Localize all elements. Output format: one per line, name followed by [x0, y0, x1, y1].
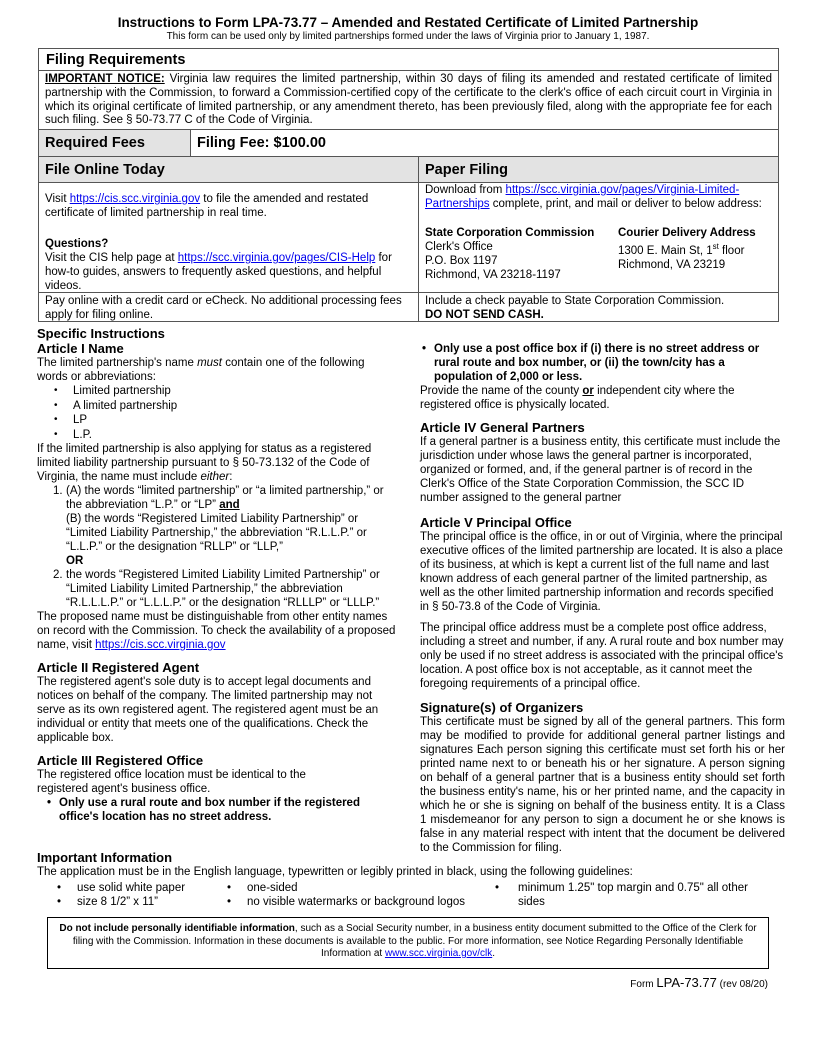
signatures-heading: Signature(s) of Organizers: [420, 700, 584, 715]
county-text: [420, 384, 785, 412]
article-5-text-2: The principal office address must be a complete post office address, including a street and number, if any. A rural route and box number may only be used if no street address is associated with the principal office's location. A post office box is not acceptable, as it cannot meet the foregoing requirements of a principal office.: [420, 622, 784, 690]
courier-address-heading: Courier Delivery Address: [618, 227, 756, 239]
footer-revision: (rev 08/20): [716, 979, 768, 990]
option-1a: (A) the words “limited partnership” or “a limited partnership,” or the abbreviation “L.P.” or “LP”: [66, 485, 384, 511]
pii-notice-box: [47, 917, 769, 969]
courier-address: [618, 226, 756, 282]
questions-label: Questions?: [45, 238, 109, 250]
paper-form-link[interactable]: https://scc.virginia.gov/pages/Virginia-Limited-Partnerships: [425, 184, 740, 210]
check-payable-text: Include a check payable to State Corporation Commission.: [425, 295, 725, 307]
or-separator: OR: [66, 555, 84, 567]
article-5-heading: Article V Principal Office: [420, 515, 572, 530]
cis-link[interactable]: https://cis.scc.virginia.gov: [69, 193, 201, 205]
signatures-text: This certificate must be signed by all of the general partners. This form may be modified to provide for additional general partner listings and signatures Each person signing this certificate must set forth his or her printed name next to or beneath his or her signature. A person signing on behalf of a general partner that is a business entity should set forth the business entity's name, his or her printed name, and the capacity in which he or she is signing on behalf of the business entity. It is a Class 1 misdemeanor for any person to sign a document he or she knows is false in any material respect with intent that the document be delivered to the Commission for filing.: [420, 716, 785, 854]
list-item: • A limited partnership: [37, 399, 397, 414]
form-footer: [560, 975, 768, 990]
guideline-text: minimum 1.25" top margin and 0.75" all other sides: [518, 882, 748, 908]
option-2: [37, 568, 397, 610]
article-5-text-1: The principal office is the office, in or out of Virginia, where the principal executive offices of the limited partnership are located. It is also a place of its business, at which is kept a current list of the full name and last known address of each general partner of the limited partnership, as well as the other limited partnership information and records specified in § 50-73.8 of the Code of Virginia.: [420, 531, 783, 613]
file-online-heading: File Online Today: [38, 156, 419, 183]
pii-notice-bold: Do not include personally identifiable information: [59, 923, 295, 934]
footer-form-label: Form: [630, 979, 657, 990]
filing-fee-value: Filing Fee: $100.00: [190, 129, 779, 157]
article-4-heading: Article IV General Partners: [420, 420, 585, 435]
mailing-address-line: P.O. Box 1197: [425, 255, 498, 267]
article-1-heading: Article I Name: [37, 341, 124, 356]
help-suffix: for how-to guides, answers to frequently asked questions, and helpful videos.: [45, 252, 392, 292]
paper-filing-heading: Paper Filing: [418, 156, 779, 183]
guideline-item: • use solid white paper: [57, 882, 186, 894]
option-1b: (B) the words “Registered Limited Liability Partnership” or “Limited Liability Partnership,” the abbreviation “R.L.L.P.” or “L.L.P.” or the designation “RLLP” or “LLP,”: [66, 513, 367, 553]
llp-a: If the limited partnership is also applying for status as a registered limited liability partnership pursuant to § 50-73.132 of the Code of Virginia, the name must include: [37, 443, 372, 483]
guideline-text: size 8 1/2” x 11”: [77, 896, 158, 908]
important-notice-text: Virginia law requires the limited partnership, within 30 days of filing its amended and restated certificate of limited partnership with the Commission, to forward a Commission-certified copy of the certificate to the clerk's office of each circuit court in Virginia in which its original certificate of limited partnership, or any amendment thereto, has been previously filed, along with the appropriate fee for each such filing. See § 50-73.77 C of the Code of Virginia.: [45, 73, 772, 127]
filing-requirements-heading: Filing Requirements: [39, 49, 778, 71]
list-item: • Limited partnership: [37, 384, 397, 399]
download-text: [425, 183, 772, 211]
list-item: • LP: [37, 413, 397, 428]
list-item: • L.P.: [37, 428, 397, 443]
specific-instructions-heading: Specific Instructions: [37, 326, 165, 341]
pii-notice-text: , such as a Social Security number, in a business entity document submitted to the Office of the Clerk for filing with the Commission. Information in these documents is available to the public. For more information, see Notice Regarding Personally Identifiable Information at: [72, 923, 757, 959]
llp-text: [37, 442, 397, 484]
guideline-text: use solid white paper: [77, 882, 186, 894]
courier-address-line: Richmond, VA 23219: [618, 258, 726, 271]
important-information: [37, 850, 782, 911]
article-3-heading: Article III Registered Office: [37, 753, 204, 768]
right-column: [420, 342, 785, 855]
article-3-text: The registered office location must be identical to the registered agent's business office.: [37, 769, 306, 795]
courier-street-sup: st: [712, 242, 719, 251]
article-3-bullets-cont: [420, 342, 785, 384]
required-fees-label: Required Fees: [38, 129, 191, 157]
mailing-address-heading: State Corporation Commission: [425, 227, 595, 239]
left-column: [37, 326, 397, 824]
article-3-bullets: [37, 796, 397, 824]
county-or: or: [582, 385, 594, 397]
llp-em: either: [200, 471, 230, 483]
visit-prefix: Visit: [45, 193, 70, 205]
courier-floor: floor: [718, 244, 745, 257]
article-2-text: The registered agent's sole duty is to accept legal documents and notices on behalf of the company. The limited partnership may not serve as its own registered agent. The registered agent must be an individual or entity that meets one of the qualifications. Check the applicable box.: [37, 676, 379, 744]
file-online-content: [38, 182, 419, 293]
llp-b: :: [229, 471, 233, 483]
art1-intro-b: contain one of the following words or abbreviations:: [37, 357, 365, 383]
important-information-heading: Important Information: [37, 850, 173, 865]
guideline-item: • size 8 1/2” x 11”: [57, 896, 158, 908]
visit-cis-text: [45, 192, 412, 220]
pii-notice-end: .: [492, 948, 495, 959]
option-2-number: 2.: [53, 569, 63, 581]
important-information-text: The application must be in the English language, typewritten or legibly printed in black, using the following guidelines:: [37, 866, 633, 878]
page-subtitle: This form can be used only by limited partnerships formed under the laws of Virginia prior to January 1, 1987.: [166, 31, 650, 42]
article-4-text: If a general partner is a business entity, this certificate must include the jurisdiction under whose laws the general partner is incorporated, organized or formed, and, if the general partner is of record in the Clerk's Office of the State Corporation Commission, the SCC ID number assigned to the general partner: [420, 436, 781, 504]
download-prefix: Download from: [425, 184, 506, 196]
county-b: independent city where the registered office is physically located.: [420, 385, 735, 411]
option-1-number: 1.: [53, 485, 63, 497]
visit-suffix: to file the amended and restated certificate of limited partnership in real time.: [45, 193, 369, 219]
article-2-heading: Article II Registered Agent: [37, 660, 200, 675]
article-1-intro: [37, 356, 397, 384]
important-notice: [39, 71, 778, 131]
download-suffix: complete, print, and mail or deliver to below address:: [489, 198, 762, 210]
courier-address-line: [618, 240, 756, 258]
dist-a: The proposed name must be distinguishable from other entity names on record with the Commission. To check the availability of a proposed name, visit: [37, 611, 396, 651]
mailing-address: [425, 226, 618, 282]
important-notice-label: IMPORTANT NOTICE:: [45, 73, 165, 85]
art1-intro-em: must: [197, 357, 222, 369]
name-word-list: [37, 384, 397, 442]
filing-requirements-box: [38, 48, 779, 130]
guideline-text: no visible watermarks or background logos: [247, 896, 465, 908]
guideline-item: • minimum 1.25" top margin and 0.75" all other sides: [495, 881, 765, 909]
footer-form-number: LPA-73.77: [656, 975, 717, 990]
clk-link[interactable]: www.scc.virginia.gov/clk: [384, 948, 493, 959]
art1-intro-a: The limited partnership's name: [37, 357, 198, 369]
name-availability-text: [37, 610, 397, 652]
cis-help-link[interactable]: https://scc.virginia.gov/pages/CIS-Help: [177, 252, 376, 264]
guideline-item: • no visible watermarks or background logos: [227, 896, 465, 908]
online-payment-note: Pay online with a credit card or eCheck. No additional processing fees apply for filing online.: [38, 292, 419, 322]
paper-filing-content: [418, 182, 779, 293]
option-1a-and: and: [219, 499, 240, 511]
option-2-text: the words “Registered Limited Liability Limited Partnership” or “Limited Liability Limited Partnership,” the abbreviation “R.L.L.L.P.” or “L.L.L.P.” or the designation “RLLLP” or “LLLP.”: [66, 569, 380, 609]
page-title: Instructions to Form LPA-73.77 – Amended and Restated Certificate of Limited Partnership: [117, 15, 699, 30]
help-text: [45, 251, 412, 293]
guideline-item: • one-sided: [227, 882, 298, 894]
no-cash-warning: DO NOT SEND CASH.: [425, 309, 544, 321]
option-1: [37, 484, 397, 568]
list-item: • Only use a rural route and box number if the registered office's location has no street address.: [45, 796, 397, 824]
county-a: Provide the name of the county: [420, 385, 583, 397]
help-prefix: Visit the CIS help page at: [45, 252, 178, 264]
name-availability-link[interactable]: https://cis.scc.virginia.gov: [95, 639, 226, 651]
list-item: • Only use a post office box if (i) there is no street address or rural route and box number, or (ii) the town/city has a population of 2,000 or less.: [420, 342, 785, 384]
guideline-text: one-sided: [247, 882, 298, 894]
mailing-address-line: Clerk's Office: [425, 241, 493, 253]
paper-payment-note: [418, 292, 779, 322]
mailing-address-line: Richmond, VA 23218-1197: [425, 269, 561, 281]
courier-street: 1300 E. Main St, 1: [618, 244, 713, 257]
